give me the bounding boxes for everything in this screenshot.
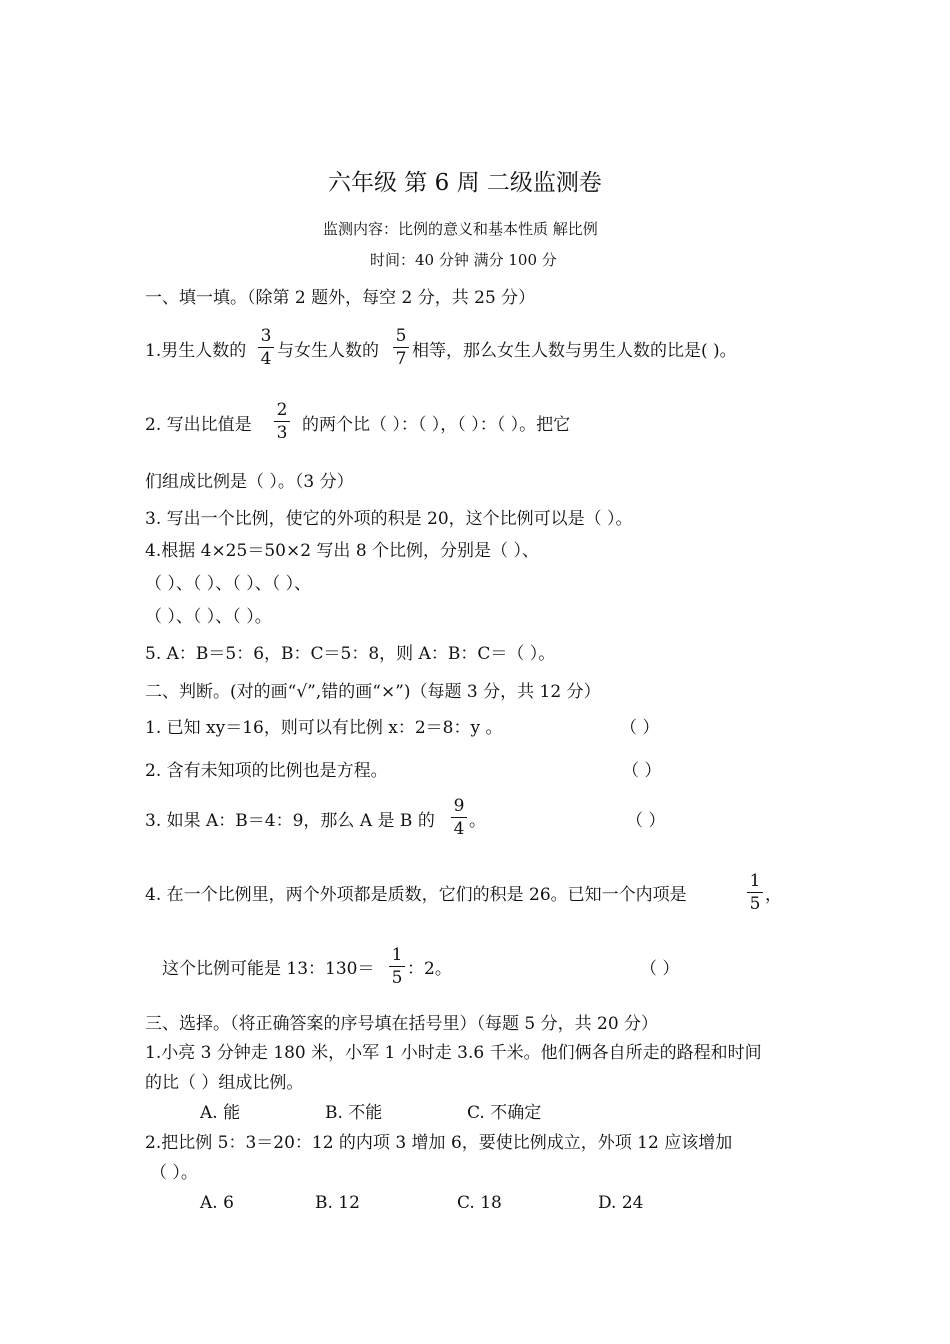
s1-q4-line3: （ ）、（ ）、（ ）。 <box>145 607 272 627</box>
s2-q4-post: ， <box>765 885 782 905</box>
s1-q5: 5. A：B＝5：6，B：C＝5：8，则 A：B：C＝（ ）。 <box>145 644 556 664</box>
s2-q3-pre: 3. 如果 A：B＝4：9，那么 A 是 B 的 <box>145 811 435 831</box>
s3-q2-option-c: C. 18 <box>457 1193 502 1213</box>
s2-q4b-f-den: 5 <box>391 968 403 988</box>
section2-heading: 二、判断。(对的画“√”,错的画“×”)（每题 3 分，共 12 分） <box>145 682 601 702</box>
section3-heading: 三、选择。（将正确答案的序号填在括号里）（每题 5 分，共 20 分） <box>145 1014 659 1034</box>
s2-q4-pre: 4. 在一个比例里，两个外项都是质数，它们的积是 26。已知一个内项是 <box>145 885 687 905</box>
s3-q1-line1: 1.小亮 3 分钟走 180 米，小军 1 小时走 3.6 千米。他们俩各自所走的路程和时间 <box>145 1043 762 1063</box>
s1-q2-f-den: 3 <box>276 423 288 443</box>
s1-q2-post: 的两个比（ ）：（ ），（ ）：（ ）。把它 <box>302 415 571 435</box>
time-score: 时间：40 分钟 满分 100 分 <box>370 251 557 269</box>
s3-q1-option-b: B. 不能 <box>325 1103 383 1123</box>
s3-q2-line1: 2.把比例 5：3＝20：12 的内项 3 增加 6，要使比例成立，外项 12 应该增加 <box>145 1133 733 1153</box>
s1-q1-f2-num: 5 <box>395 326 407 346</box>
s2-q4b-post: ：2。 <box>407 959 452 979</box>
s3-q1-line2: 的比（ ）组成比例。 <box>145 1073 304 1093</box>
s2-q4-fraction <box>747 871 763 914</box>
s2-q1-answer-paren: （ ） <box>620 718 660 738</box>
s1-q2-pre: 2. 写出比值是 <box>145 415 252 435</box>
s2-q2: 2. 含有未知项的比例也是方程。 <box>145 761 388 781</box>
s2-q4b-pre: 这个比例可能是 13：130＝ <box>162 959 375 979</box>
s1-q1-mid: 与女生人数的 <box>277 341 379 361</box>
s1-q1-fraction-2 <box>393 326 409 369</box>
s1-q4-line2: （ ）、（ ）、（ ）、（ ）、 <box>145 574 312 594</box>
s2-q4-answer-paren: （ ） <box>640 959 680 979</box>
s2-q4b-f-num: 1 <box>391 945 403 965</box>
s2-q3-f-num: 9 <box>453 796 465 816</box>
s3-q2-option-b: B. 12 <box>315 1193 360 1213</box>
s2-q3-post: 。 <box>469 811 486 831</box>
s1-q2-fraction <box>274 400 290 443</box>
s3-q2-line2: （ ）。 <box>150 1163 198 1183</box>
s3-q1-option-c: C. 不确定 <box>467 1103 542 1123</box>
s1-q1-post: 相等，那么女生人数与男生人数的比是( )。 <box>412 341 737 361</box>
s1-q1-f1-den: 4 <box>260 349 272 369</box>
section1-heading: 一、填一填。（除第 2 题外，每空 2 分，共 25 分） <box>145 288 536 308</box>
s2-q4-f-den: 5 <box>749 894 761 914</box>
s1-q1-fraction-1 <box>258 326 274 369</box>
s1-q3: 3. 写出一个比例，使它的外项的积是 20，这个比例可以是（ ）。 <box>145 509 633 529</box>
s3-q2-option-d: D. 24 <box>598 1193 644 1213</box>
s1-q2-line2: 们组成比例是（ ）。（3 分） <box>145 472 354 492</box>
s3-q1-option-a: A. 能 <box>200 1103 241 1123</box>
s1-q4-line1: 4.根据 4×25＝50×2 写出 8 个比例，分别是（ ）、 <box>145 541 539 561</box>
s1-q2-f-num: 2 <box>276 400 288 420</box>
s1-q1-f2-den: 7 <box>395 349 407 369</box>
s3-q2-option-a: A. 6 <box>200 1193 234 1213</box>
page-title: 六年级 第 6 周 二级监测卷 <box>328 170 602 196</box>
monitoring-content: 监测内容：比例的意义和基本性质 解比例 <box>323 220 598 238</box>
s2-q2-answer-paren: （ ） <box>622 761 662 781</box>
s1-q1-pre: 1.男生人数的 <box>145 341 247 361</box>
s2-q1: 1. 已知 xy＝16，则可以有比例 x：2＝8：y 。 <box>145 718 503 738</box>
s2-q3-fraction <box>451 796 467 839</box>
s2-q4-f-num: 1 <box>749 871 761 891</box>
s2-q3-answer-paren: （ ） <box>626 811 666 831</box>
s1-q1-f1-num: 3 <box>260 326 272 346</box>
s2-q4b-fraction <box>389 945 405 988</box>
s2-q3-f-den: 4 <box>453 819 465 839</box>
